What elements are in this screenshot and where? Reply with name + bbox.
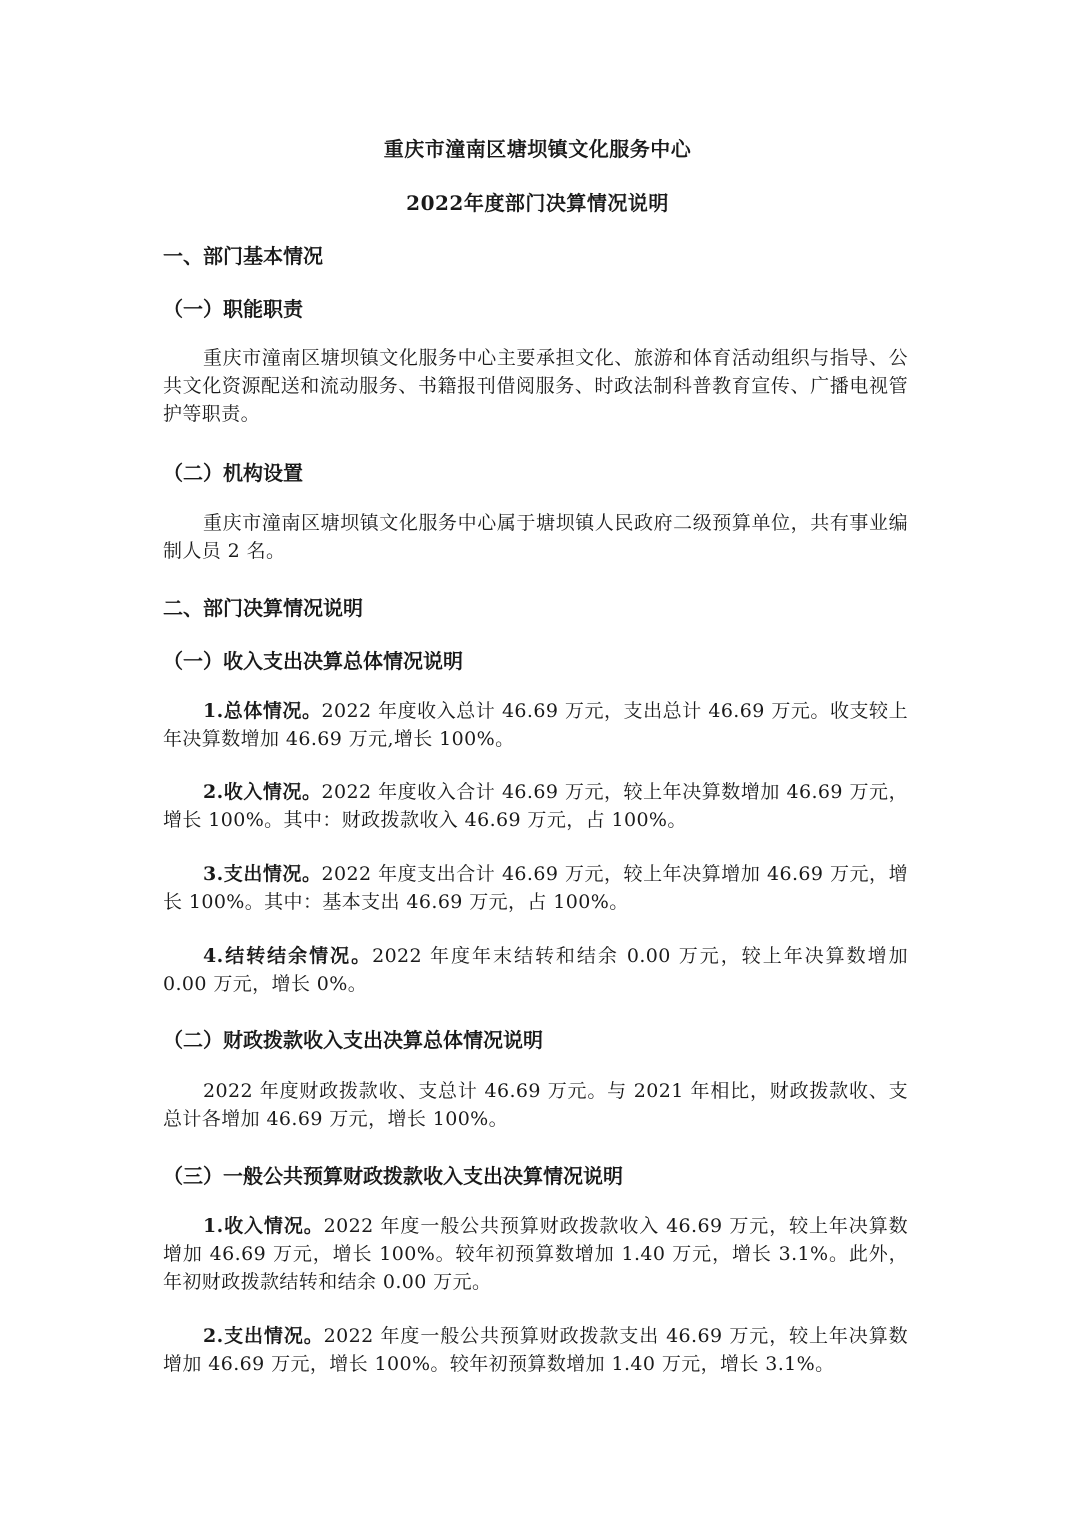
gp-income-text: 2022 年度一般公共预算财政拨款收入 46.69 万元，较上年决算数增加 46.69 万元，增长 100%。较年初预算数增加 1.40 万元，增长 3.1%。此外，年初财政拨款结转和结余 0.00 万元。 (163, 1215, 908, 1293)
section2-sub3-heading: （三）一般公共预算财政拨款收入支出决算情况说明 (163, 1164, 623, 1188)
expense-label: 3.支出情况。 (203, 863, 322, 885)
gp-expense-label: 2.支出情况。 (203, 1325, 324, 1347)
income-paragraph (163, 778, 908, 834)
carryover-label: 4.结转结余情况。 (203, 945, 373, 967)
section2-sub1-heading: （一）收入支出决算总体情况说明 (163, 649, 463, 673)
gp-income-paragraph (163, 1212, 908, 1296)
section1-heading: 一、部门基本情况 (163, 244, 323, 268)
gp-expense-text: 2022 年度一般公共预算财政拨款支出 46.69 万元，较上年决算数增加 46.69 万元，增长 100%。较年初预算数增加 1.40 万元，增长 3.1%。 (163, 1325, 908, 1375)
expense-paragraph (163, 860, 908, 916)
carryover-paragraph (163, 942, 908, 998)
section1-sub1-heading: （一）职能职责 (163, 297, 303, 321)
overall-paragraph (163, 697, 908, 753)
overall-label: 1.总体情况。 (203, 700, 322, 722)
section2-heading: 二、部门决算情况说明 (163, 596, 363, 620)
carryover-text: 2022 年度年末结转和结余 0.00 万元，较上年决算数增加 0.00 万元，增长 0%。 (163, 945, 908, 995)
document-title-line1: 重庆市潼南区塘坝镇文化服务中心 (383, 137, 692, 161)
section1-sub1-paragraph: 重庆市潼南区塘坝镇文化服务中心主要承担文化、旅游和体育活动组织与指导、公共文化资源配送和流动服务、书籍报刊借阅服务、时政法制科普教育宣传、广播电视管护等职责。 (163, 347, 908, 425)
section2-sub2-heading: （二）财政拨款收入支出决算总体情况说明 (163, 1028, 543, 1052)
section1-sub2-heading: （二）机构设置 (163, 461, 303, 485)
expense-text: 2022 年度支出合计 46.69 万元，较上年决算增加 46.69 万元，增长 100%。其中：基本支出 46.69 万元，占 100%。 (163, 863, 908, 913)
overall-text: 2022 年度收入总计 46.69 万元，支出总计 46.69 万元。收支较上年决算数增加 46.69 万元,增长 100%。 (163, 700, 908, 750)
income-text: 2022 年度收入合计 46.69 万元，较上年决算数增加 46.69 万元，增长 100%。其中：财政拨款收入 46.69 万元，占 100%。 (163, 781, 908, 831)
income-label: 2.收入情况。 (203, 781, 322, 803)
document-title-line2: 2022年度部门决算情况说明 (406, 191, 669, 215)
section1-sub2-paragraph: 重庆市潼南区塘坝镇文化服务中心属于塘坝镇人民政府二级预算单位，共有事业编制人员 2 名。 (163, 512, 908, 562)
section2-sub2-paragraph: 2022 年度财政拨款收、支总计 46.69 万元。与 2021 年相比，财政拨款收、支总计各增加 46.69 万元，增长 100%。 (163, 1080, 908, 1130)
gp-income-label: 1.收入情况。 (203, 1215, 324, 1237)
gp-expense-paragraph (163, 1322, 908, 1378)
